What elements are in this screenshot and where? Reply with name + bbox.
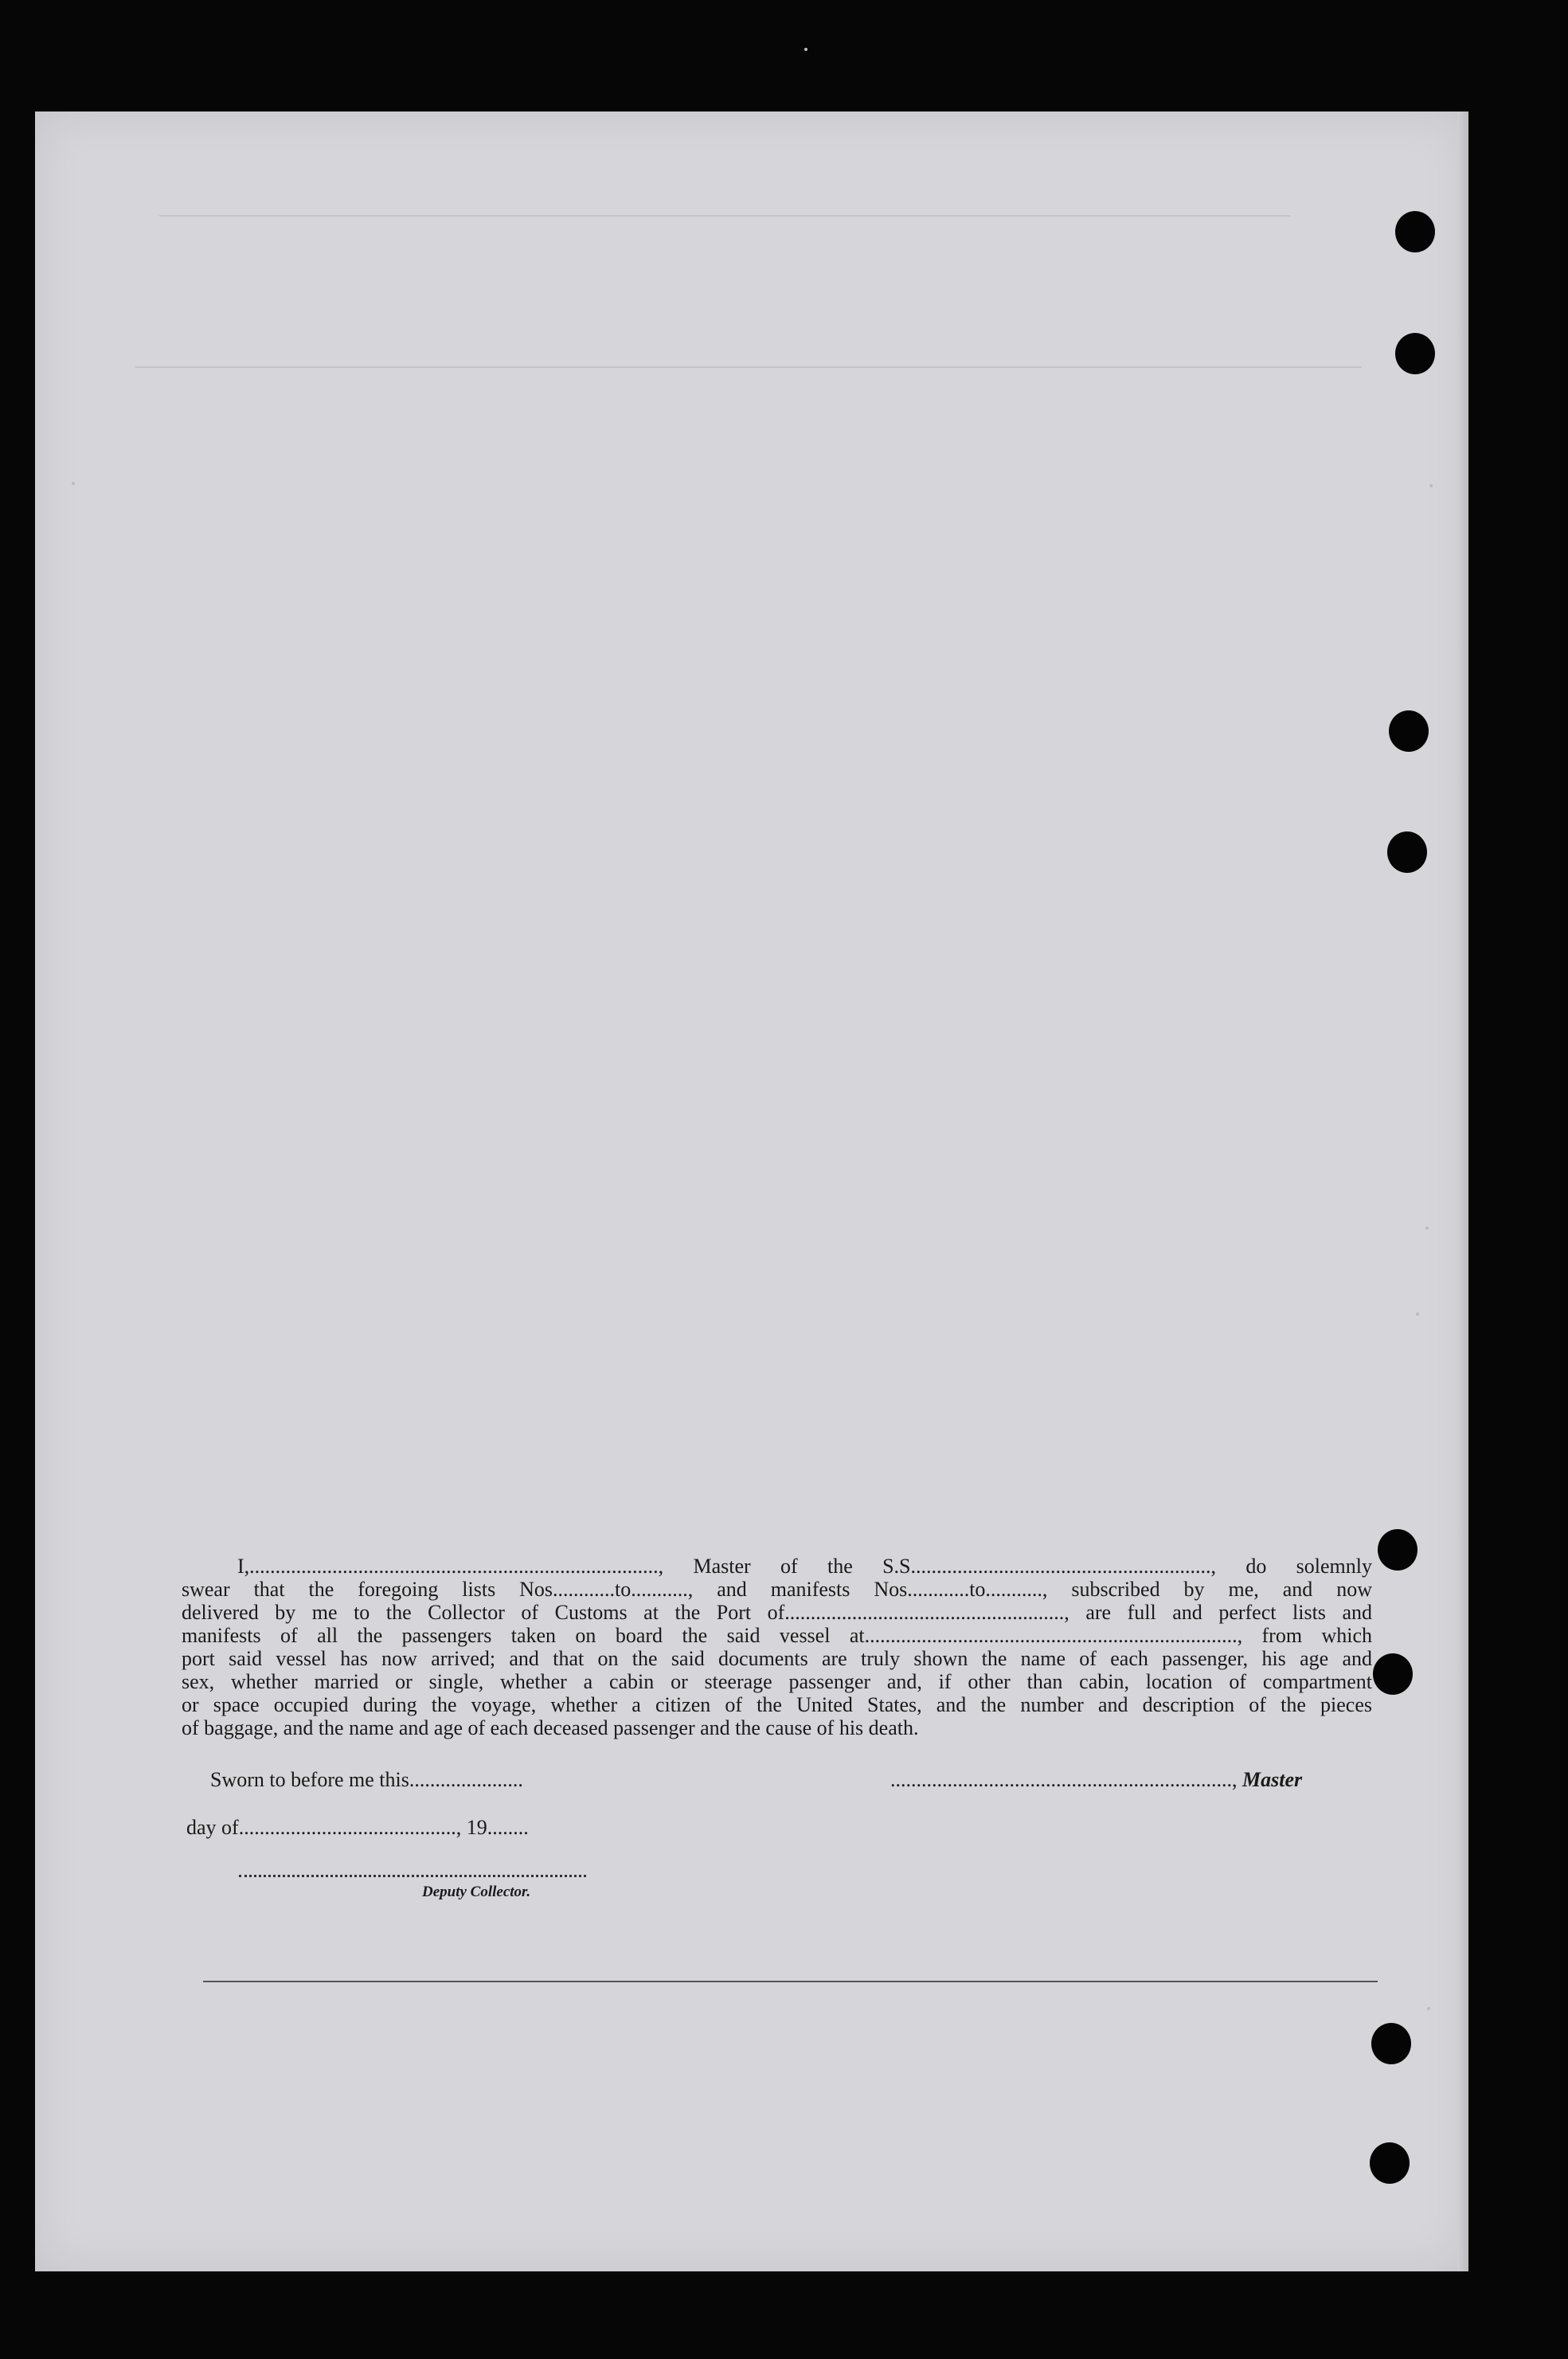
bottom-rule — [203, 1981, 1378, 1982]
scan-speck — [1427, 2007, 1430, 2010]
page-edge — [1457, 111, 1468, 2271]
punch-hole — [1378, 1529, 1417, 1571]
oath-line: I,..............................................................................., Master of the S.S.........................................................., do solemnly — [237, 1555, 1372, 1578]
deputy-signature-line — [239, 1875, 586, 1877]
scan-speck — [1416, 1313, 1419, 1316]
oath-line: port said vessel has now arrived; and that on the said documents are truly shown the name of each passenger, his age and — [182, 1647, 1372, 1670]
manifest-page — [35, 111, 1468, 2271]
scan-speck — [1429, 484, 1433, 487]
master-label: Master — [1242, 1768, 1303, 1791]
oath-line: sex, whether married or single, whether a cabin or steerage passenger and, if other than cabin, location of compartment — [182, 1670, 1372, 1693]
scan-speck — [804, 48, 807, 51]
master-dots: .................................................................., — [890, 1768, 1242, 1791]
oath-line: or space occupied during the voyage, whether a citizen of the United States, and the number and description of the pieces — [182, 1693, 1372, 1716]
oath-line: manifests of all the passengers taken on board the said vessel at........................................................................, from which — [182, 1624, 1372, 1647]
faded-rule-trace — [135, 366, 1362, 368]
punch-hole — [1395, 211, 1435, 252]
punch-hole — [1371, 2023, 1411, 2064]
oath-paragraph — [182, 1555, 1372, 1739]
punch-hole — [1373, 1653, 1413, 1695]
oath-line: delivered by me to the Collector of Customs at the Port of......................................................, are full and perfect lists and — [182, 1601, 1372, 1624]
master-signature-line — [890, 1768, 1302, 1792]
punch-hole — [1387, 831, 1427, 873]
oath-line: of baggage, and the name and age of each deceased passenger and the cause of his death. — [182, 1716, 919, 1739]
scan-speck — [72, 482, 75, 485]
punch-hole — [1370, 2142, 1410, 2184]
sworn-line: Sworn to before me this...................... — [210, 1768, 523, 1791]
oath-line: swear that the foregoing lists Nos............to..........., and manifests Nos............to..........., subscribed by me, and now — [182, 1578, 1372, 1601]
faded-header-trace — [159, 215, 1290, 217]
deputy-collector-label: Deputy Collector. — [422, 1884, 531, 1900]
scan-speck — [1425, 1226, 1429, 1230]
punch-hole — [1395, 333, 1435, 374]
day-line: day of.........................................., 19........ — [186, 1816, 529, 1839]
punch-hole — [1389, 710, 1429, 752]
